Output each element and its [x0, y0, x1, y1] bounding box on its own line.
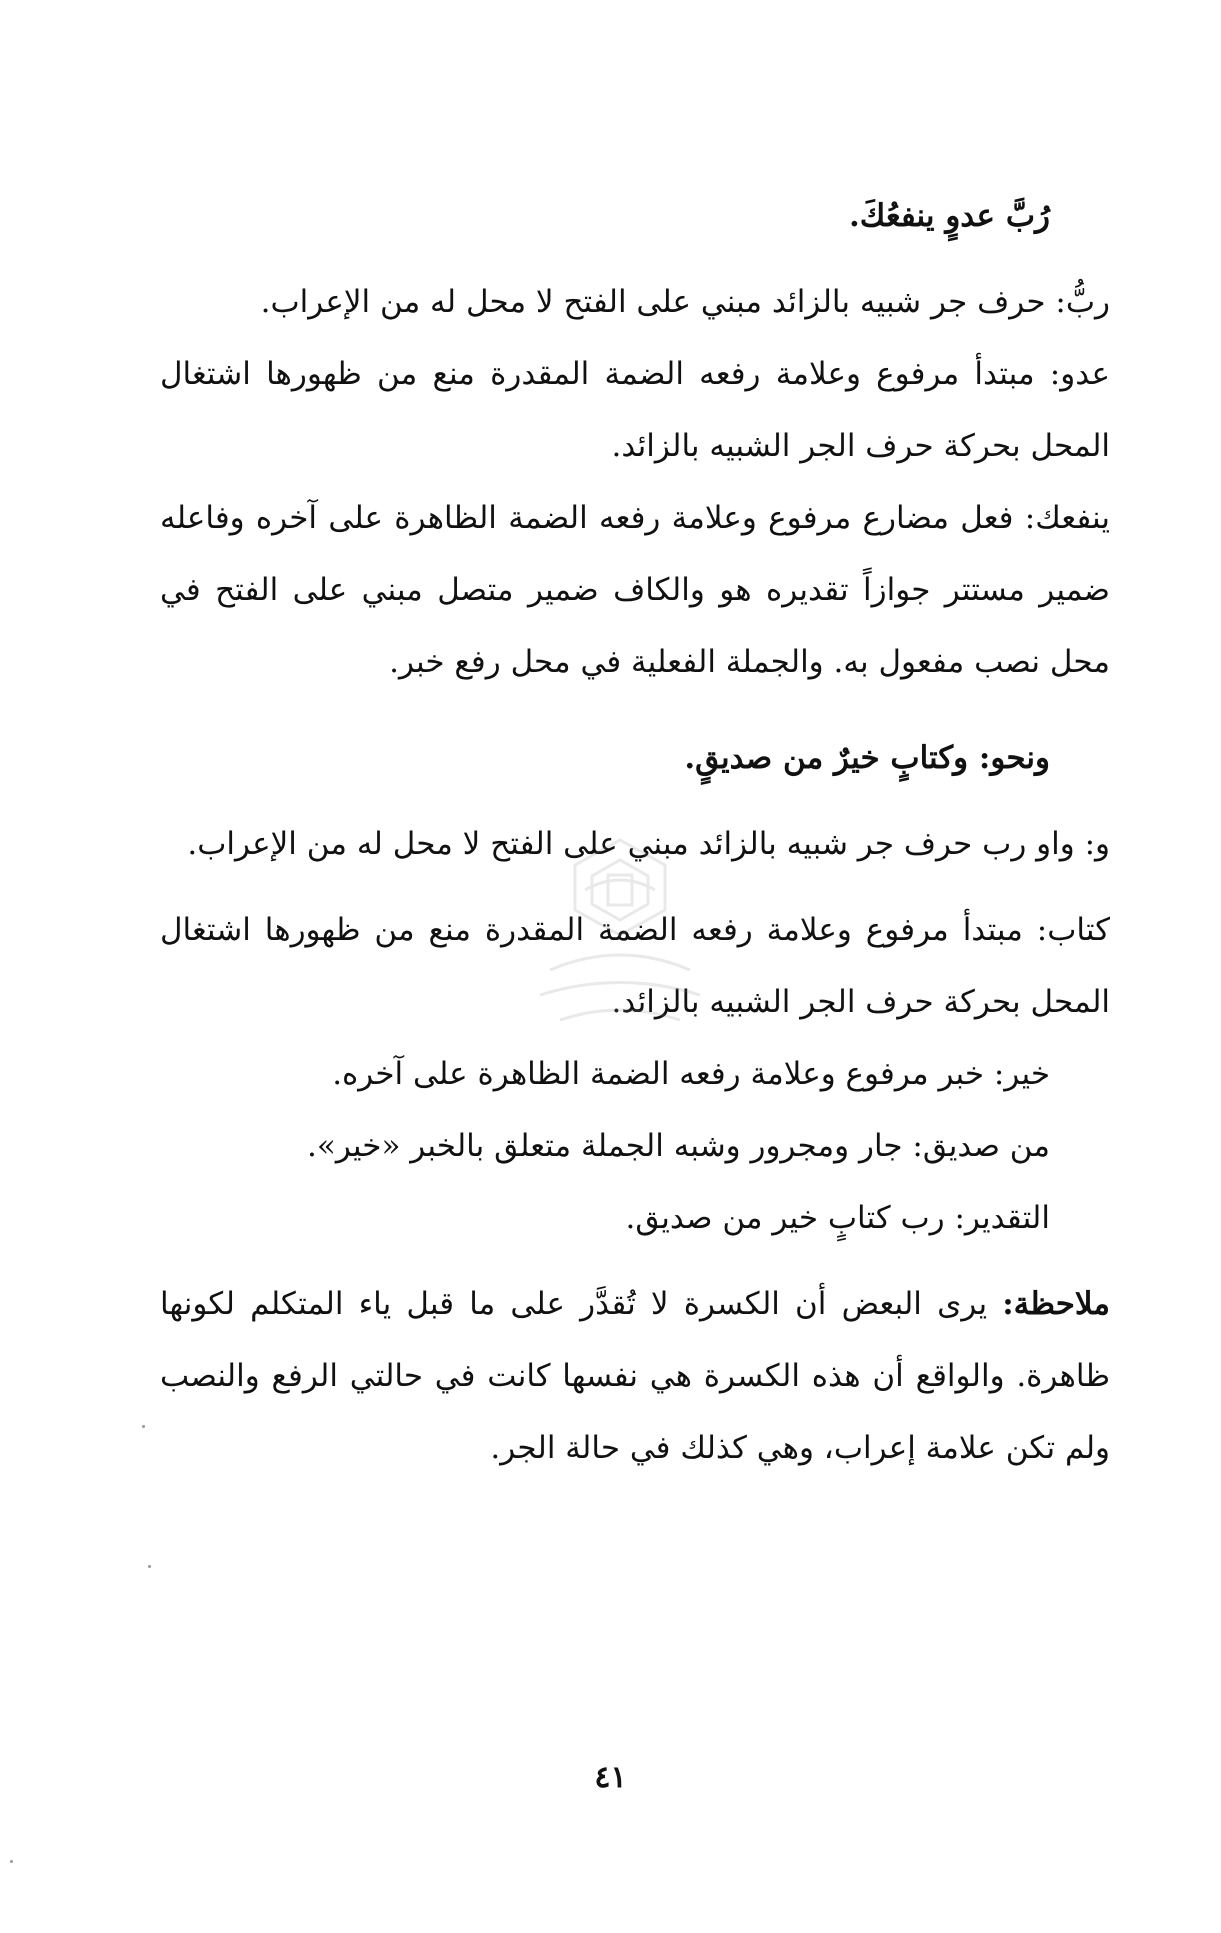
note-paragraph: [160, 1268, 1110, 1484]
page-number: ٤١: [594, 1760, 627, 1795]
parse-waw: و: واو رب حرف جر شبيه بالزائد مبني على الفتح لا محل له من الإعراب.: [187, 826, 1110, 862]
main-text: [160, 180, 1110, 1484]
scan-speck: [10, 1860, 13, 1863]
example-sentence-1: رُبَّ عدوٍ ينفعُكَ.: [848, 198, 1050, 234]
scan-speck: [142, 1425, 145, 1428]
parse-min-sadiq: من صديق: جار ومجرور وشبه الجملة متعلق بالخبر «خير».: [307, 1128, 1050, 1164]
parse-khayr: خير: خبر مرفوع وعلامة رفعه الضمة الظاهرة على آخره.: [332, 1056, 1050, 1092]
parse-kitab: كتاب: مبتدأ مرفوع وعلامة رفعه الضمة المقدرة منع من ظهورها اشتغال المحل بحركة حرف الجر الشبيه بالزائد.: [160, 912, 1110, 1020]
parse-taqdir: التقدير: رب كتابٍ خير من صديق.: [625, 1200, 1050, 1236]
parse-aduw: عدو: مبتدأ مرفوع وعلامة رفعه الضمة المقدرة منع من ظهورها اشتغال المحل بحركة حرف الجر الشبيه بالزائد.: [160, 356, 1110, 464]
note-text: يرى البعض أن الكسرة لا تُقدَّر على ما قبل ياء المتكلم لكونها ظاهرة. والواقع أن هذه الكسرة هي نفسها كانت في حالتي الرفع والنصب ولم تكن علامة إعراب، وهي كذلك في حالة الجر.: [160, 1286, 1110, 1466]
scan-speck: [148, 1565, 151, 1568]
parse-rubba: ربُّ: حرف جر شبيه بالزائد مبني على الفتح لا محل له من الإعراب.: [260, 284, 1110, 320]
example-sentence-2: ونحو: وكتابٍ خيرٌ من صديقٍ.: [684, 740, 1050, 776]
parse-yanfaoka: ينفعك: فعل مضارع مرفوع وعلامة رفعه الضمة الظاهرة على آخره وفاعله ضمير مستتر جوازاً تقديره هو والكاف ضمير متصل مبني على الفتح في محل نصب مفعول به. والجملة الفعلية في محل رفع خبر.: [160, 500, 1110, 680]
note-label: ملاحظة:: [1002, 1286, 1110, 1322]
